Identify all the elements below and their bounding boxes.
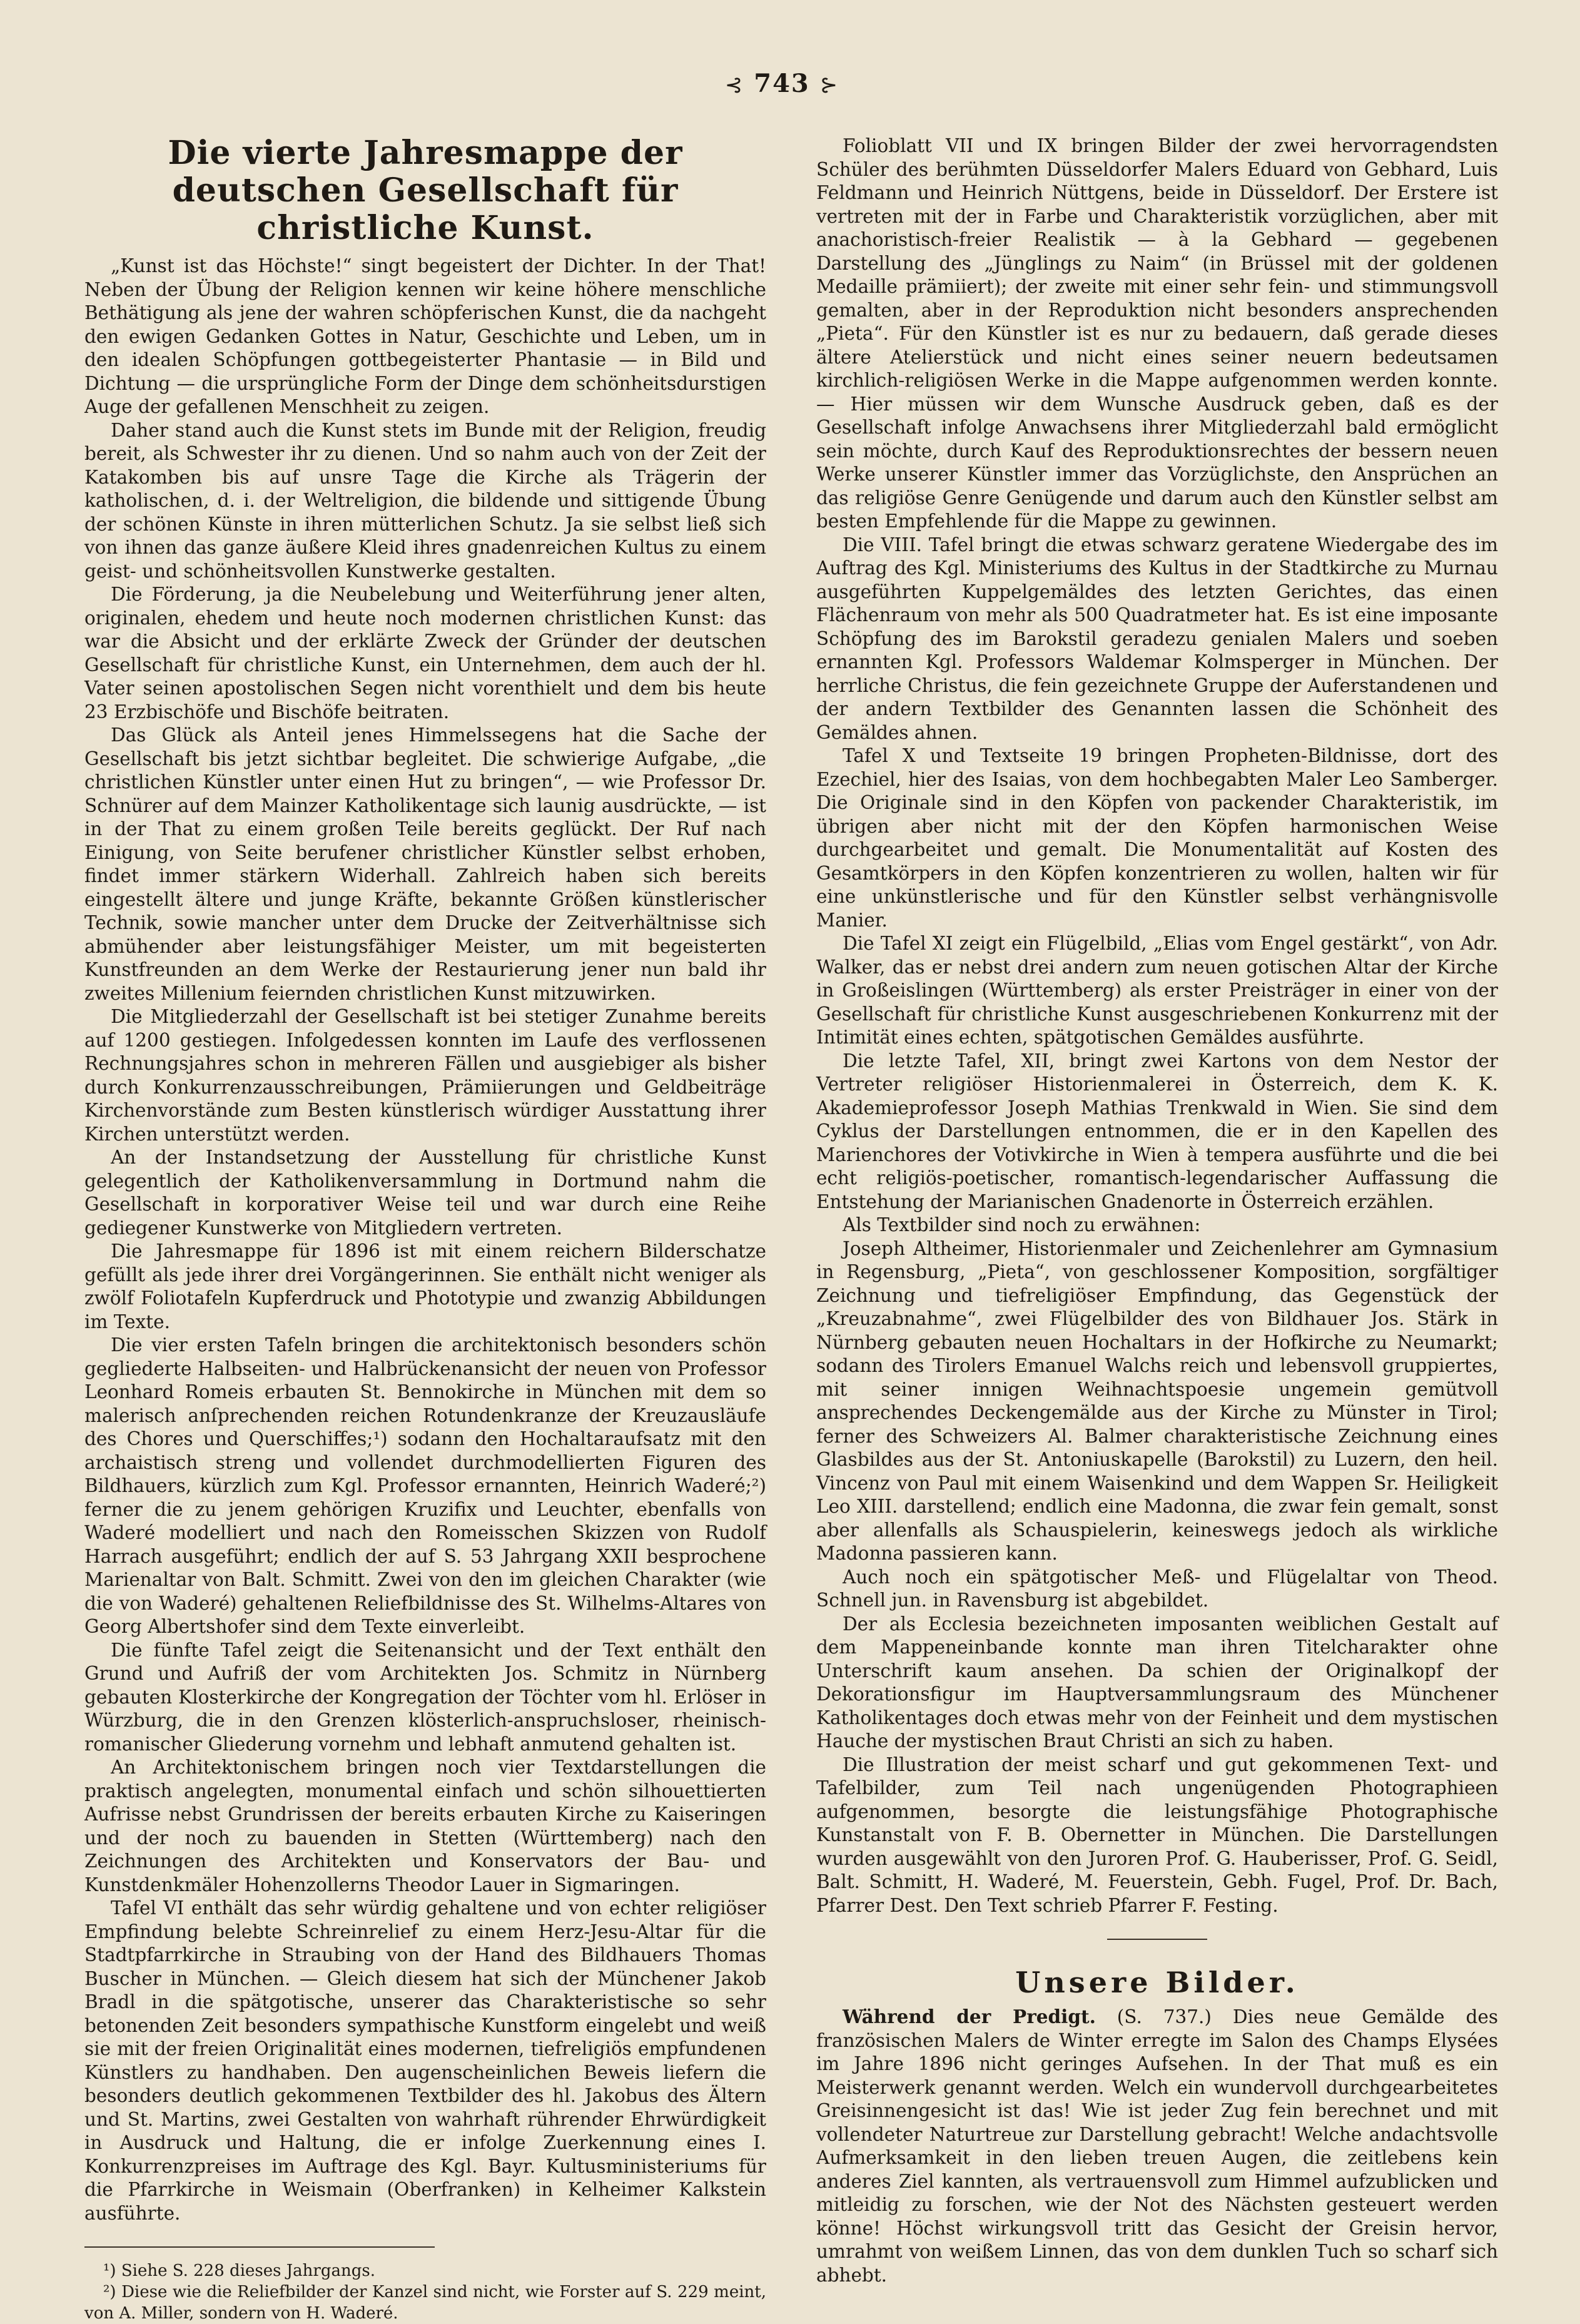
article-paragraph: Der als Ecclesia bezeichneten imposanten weiblichen Gestalt auf dem Mappeneinbande konnte man ihren Titelcharakter ohne Unterschrift kaum ansehen. Da schien der Originalkopf der Dekorationsfigur im Hauptversammlungsraum des Münchener Katholikentages doch etwas mehr von der Feinheit und dem mystischen Hauche der mystischen Braut Christi an sich zu haben.	[816, 1613, 1498, 1752]
article-paragraph: Tafel VI enthält das sehr würdig gehaltene und von echter religiöser Empfindung belebte Schreinrelief zu einem Herz-Jesu-Altar für die Stadtpfarrkirche in Straubing von der Hand des Bildhauers Thomas Buscher in München. — Gleich diesem hat sich der Münchener Jakob Bradl in die spätgotische, unserer das Charakteristische so sehr betonenden Zeit besonders sympathische Kunstform eingelebt und weiß sie mit der freien Originalität eines modernen, tiefreligiös empfundenen Künstlers zu handhaben. Den augenscheinlichen Beweis liefern die besonders deutlich gekommenen Textbilder des hl. Jakobus des Ältern und St. Martins, zwei Gestalten von wahrhaft rührender Ehrwürdigkeit in Ausdruck und Haltung, die er infolge Zuerkennung eines I. Konkurrenzpreises im Auftrage des Kgl. Bayr. Kultusministeriums für die Pfarrkirche in Weismain (Oberfranken) in Kelheimer Kalkstein ausführte.	[84, 1897, 766, 2224]
right-column-body	[816, 134, 1498, 1917]
page-number: 743	[754, 69, 810, 98]
article-paragraph: Folioblatt VII und IX bringen Bilder der zwei hervorragendsten Schüler des berühmten Düsseldorfer Malers Eduard von Gebhard, Luis Feldmann und Heinrich Nüttgens, beide in Düsseldorf. Der Erstere ist vertreten mit der in Farbe und Charakteristik vorzüglichen, aber mit anachoristisch-freier Realistik — à la Gebhard — gegebenen Darstellung des „Jünglings zu Naim“ (in Brüssel mit der goldenen Medaille prämiiert); der zweite mit einer sehr fein- und stimmungsvoll gemalten, aber in der Reproduktion nicht besonders ansprechenden „Pieta“. Für den Künstler ist es nur zu bedauern, daß gerade dieses ältere Atelierstück und nicht eines seiner neuern bedeutsamen kirchlich-religiösen Werke in die Mappe aufgenommen werden konnte. — Hier müssen wir dem Wunsche Ausdruck geben, daß es der Gesellschaft infolge Anwachsens ihrer Mitgliederzahl bald ermöglicht sein möchte, durch Kauf des Reproduktionsrechtes der bessern neuen Werke unserer Künstler immer das Vorzüglichste, den Ansprüchen an das religiöse Genre Genügende und darum auch den Künstler selbst am besten Empfehlende für die Mappe zu gewinnen.	[816, 135, 1498, 532]
section-title: Unsere Bilder.	[1015, 1966, 1299, 1999]
article-paragraph: Die Förderung, ja die Neubelebung und Weiterführung jener alten, originalen, ehedem und heute noch modernen christlichen Kunst: das war die Absicht und der erklärte Zweck der Gründer der deutschen Gesellschaft für christliche Kunst, ein Unternehmen, dem auch der hl. Vater seinen apostolischen Segen nicht vorenthielt und dem bis heute 23 Erzbischöfe und Bischöfe beitraten.	[84, 584, 766, 723]
article-paragraph: An der Instandsetzung der Ausstellung für christliche Kunst gelegentlich der Katholikenversammlung in Dortmund nahm die Gesellschaft in korporativer Weise teil und war durch eine Reihe gediegener Kunstwerke von Mitgliedern vertreten.	[84, 1147, 766, 1239]
article-paragraph: Die letzte Tafel, XII, bringt zwei Kartons von dem Nestor der Vertreter religiöser Historienmalerei in Österreich, dem K. K. Akademieprofessor Joseph Mathias Trenkwald in Wien. Sie sind dem Cyklus der Darstellungen entnommen, die er in den Kapellen des Marienchores der Votivkirche in Wien à tempera ausführte und die bei echt religiös-poetischer, romantisch-legendarischer Auffassung die Entstehung der Marianischen Gnadenorte in Österreich erzählen.	[816, 1050, 1498, 1212]
left-column-body	[84, 255, 766, 2225]
article-paragraph: „Kunst ist das Höchste!“ singt begeistert der Dichter. In der That! Neben der Übung der Religion kennen wir keine höhere menschliche Bethätigung als jene der wahren schöpferischen Kunst, die da nachgeht den ewigen Gedanken Gottes in Natur, Geschichte und Leben, um in den idealen Schöpfungen gottbegeisterter Phantasie — in Bild und Dichtung — die ursprüngliche Form der Dinge dem schönheitsdurstigen Auge der gefallenen Menschheit zu zeigen.	[84, 255, 766, 417]
article-paragraph: Auch noch ein spätgotischer Meß- und Flügelaltar von Theod. Schnell jun. in Ravensburg ist abgebildet.	[816, 1566, 1498, 1611]
article-paragraph: Das Glück als Anteil jenes Himmelssegens hat die Sache der Gesellschaft bis jetzt sichtbar begleitet. Die schwierige Aufgabe, „die christlichen Künstler unter einen Hut zu bringen“, — wie Professor Dr. Schnürer auf dem Mainzer Katholikentage sich launig ausdrückte, — ist in der That zu einem großen Teile bereits geglückt. Der Ruf nach Einigung, von Seite berufener christlicher Künstler selbst erhoben, findet immer stärkern Widerhall. Zahlreich haben sich bereits eingestellt ältere und junge Kräfte, bekannte Größen künstlerischer Technik, sowie mancher unter dem Drucke der Zeitverhältnisse sich abmühender aber leistungsfähiger Meister, um mit begeisterten Kunstfreunden an dem Werke der Restaurierung jener nun bald ihr zweites Millenium feiernden christlichen Kunst mitzuwirken.	[84, 724, 766, 1004]
section-paragraph	[816, 2005, 1498, 2287]
article-paragraph: Als Textbilder sind noch zu erwähnen:	[843, 1214, 1201, 1236]
article-paragraph: Die Mitgliederzahl der Gesellschaft ist bei stetiger Zunahme bereits auf 1200 gestiegen. Infolgedessen konnten im Laufe des verflossenen Rechnungsjahres schon in mehreren Fällen und ausgiebiger als bisher durch Konkurrenzausschreibungen, Prämiierungen und Geldbeiträge Kirchenvorstände zum Besten künstlerisch würdiger Ausstattung ihrer Kirchen unterstützt werden.	[84, 1006, 766, 1145]
article-paragraph: Die fünfte Tafel zeigt die Seitenansicht und der Text enthält den Grund und Aufriß der vom Architekten Jos. Schmitz in Nürnberg gebauten Klosterkirche der Kongregation der Töchter vom hl. Erlöser in Würzburg, die in den Grenzen klösterlich-anspruchsloser, rheinisch-romanischer Gliederung vornehm und lebhaft anmutend gehalten ist.	[84, 1639, 766, 1755]
section-lead: Während der Predigt.	[843, 2006, 1096, 2027]
article-paragraph: Die Illustration der meist scharf und gut gekommenen Text- und Tafelbilder, zum Teil nach ungenügenden Photographieen aufgenommen, besorgte die leistungsfähige Photographische Kunstanstalt von F. B. Obernetter in München. Die Darstellungen wurden ausgewählt von den Juroren Prof. G. Hauberisser, Prof. G. Seidl, Balt. Schmitt, H. Waderé, M. Feuerstein, Gebh. Fugel, Prof. Dr. Bach, Pfarrer Dest. Den Text schrieb Pfarrer F. Festing.	[816, 1753, 1498, 1916]
section-lead-ref: (S. 737.)	[1117, 2006, 1212, 2027]
article-paragraph: Die Tafel XI zeigt ein Flügelbild, „Elias vom Engel gestärkt“, von Adr. Walker, das er nebst drei andern zum neuen gotischen Altar der Kirche in Großeislingen (Württemberg) als erster Preisträger in einer von der Gesellschaft für christliche Kunst ausgeschriebenen Konkurrenz mit der Intimität eines echten, spätgotischen Gemäldes ausführte.	[816, 933, 1498, 1048]
right-column	[816, 134, 1498, 2287]
ornament-left-icon: ⊰	[724, 73, 744, 98]
article-paragraph: Die VIII. Tafel bringt die etwas schwarz geratene Wiedergabe des im Auftrag des Kgl. Ministeriums des Kultus in der Stadtkirche zu Murnau ausgeführten Kuppelgemäldes des letzten Gerichtes, das einen Flächenraum von mehr als 500 Quadratmeter hat. Es ist eine imposante Schöpfung des im Barokstil geradezu genialen Malers und soeben ernannten Kgl. Professors Waldemar Kolmsperger in München. Der herrliche Christus, die fein gezeichnete Gruppe der Auferstandenen und der andern Textbilder des Genannten lassen die Schönheit des Gemäldes ahnen.	[816, 534, 1498, 743]
article-paragraph: Die Jahresmappe für 1896 ist mit einem reichern Bilderschatze gefüllt als jede ihrer drei Vorgängerinnen. Sie enthält nicht weniger als zwölf Foliotafeln Kupferdruck und Phototypie und zwanzig Abbildungen im Texte.	[84, 1241, 766, 1332]
footnote: ²) Diese wie die Reliefbilder der Kanzel sind nicht, wie Forster auf S. 229 meint, von A. Miller, sondern von H. Waderé.	[84, 2283, 766, 2323]
article-paragraph: Joseph Altheimer, Historienmaler und Zeichenlehrer am Gymnasium in Regensburg, „Pieta“, von geschlossener Komposition, sorgfältiger Zeichnung und tiefreligiöser Empfindung, das Gegenstück der „Kreuzabnahme“, zwei Flügelbilder des von Bildhauer Jos. Stärk in Nürnberg gebauten neuen Hochaltars in der Hofkirche zu Neumarkt; sodann des Tirolers Emanuel Walchs reich und lebensvoll gruppiertes, mit seiner innigen Weihnachtspoesie ungemein gemütvoll ansprechendes Deckengemälde aus der Kirche zu Münster in Tirol; ferner des Schweizers Al. Balmer charakteristische Zeichnung eines Glasbildes aus der St. Antoniuskapelle (Barokstil) zu Luzern, den heil. Vincenz von Paul mit einem Waisenkind und dem Wappen Sr. Heiligkeit Leo XIII. darstellend; endlich eine Madonna, die zwar fein gemalt, sonst aber allenfalls als Schauspielerin, keineswegs jedoch als wirkliche Madonna passieren kann.	[816, 1237, 1498, 1564]
footnotes	[84, 2260, 766, 2324]
article-paragraph: Die vier ersten Tafeln bringen die architektonisch besonders schön gegliederte Halbseiten- und Halbrückenansicht der neuen von Professor Leonhard Romeis erbauten St. Bennokirche in München mit dem so malerisch anſprechenden reichen Rotundenkranze der Kreuzausläufe des Chores und Querschiffes;¹) sodann den Hochaltaraufsatz mit den archaistisch streng und vollendet durchmodellierten Figuren des Bildhauers, kürzlich zum Kgl. Professor ernannten, Heinrich Waderé;²) ferner die zu jenem gehörigen Kruzifix und Leuchter, ebenfalls von Waderé modelliert und nach den Romeisschen Skizzen von Rudolf Harrach ausgeführt; endlich der auf S. 53 Jahrgang XXII besprochene Marienaltar von Balt. Schmitt. Zwei von den im gleichen Charakter (wie die von Waderé) gehaltenen Reliefbildnisse des St. Wilhelms-Altares von Georg Albertshofer sind dem Texte einverleibt.	[84, 1334, 766, 1637]
section-divider	[1107, 1939, 1207, 1940]
ornament-right-icon: ⊱	[819, 73, 839, 98]
article-title: Die vierte Jahresmappe der deutschen Gesellschaft für christliche Kunst.	[168, 134, 683, 247]
footnote-divider	[84, 2246, 435, 2248]
section-text: Dies neue Gemälde des französischen Malers de Winter erregte im Salon des Champs Elysées im Jahre 1896 nicht geringes Aufsehen. In der That muß es ein Meisterwerk genannt werden. Welch ein wundervoll durchgearbeitetes Greisinnengesicht ist das! Wie ist jeder Zug fein berechnet und mit vollendeter Naturtreue zur Darstellung gebracht! Welche andachtsvolle Aufmerksamkeit in den lieben treuen Augen, die zeitlebens kein anderes Ziel kannten, als vertrauensvoll zum Himmel aufzublicken und mitleidig zu forschen, wie der Not des Nächsten gesteuert werden könne! Höchst wirkungsvoll tritt das Gesicht der Greisin hervor, umrahmt von weißem Linnen, das von dem dunklen Tuch so scharf sich abhebt.	[816, 2006, 1498, 2286]
footnote: ¹) Siehe S. 228 dieses Jahrgangs.	[103, 2261, 375, 2280]
left-column	[84, 134, 766, 2324]
page-number-header	[688, 69, 876, 98]
article-paragraph: Daher stand auch die Kunst stets im Bunde mit der Religion, freudig bereit, als Schwester ihr zu dienen. Und so nahm auch von der Zeit der Katakomben bis auf unsre Tage die Kirche als Trägerin der katholischen, d. i. der Weltreligion, die bildende und sittigende Übung der schönen Künste in ihren mütterlichen Schutz. Ja sie selbst ließ sich von ihnen das ganze äußere Kleid ihres gnadenreichen Kultus zu einem geist- und schönheitsvollen Kunstwerke gestalten.	[84, 419, 766, 582]
article-paragraph: Tafel X und Textseite 19 bringen Propheten-Bildnisse, dort des Ezechiel, hier des Isaias, von dem hochbegabten Maler Leo Samberger. Die Originale sind in den Köpfen von packender Charakteristik, im übrigen aber nicht mit der den Köpfen harmonischen Weise durchgearbeitet und gemalt. Die Monumentalität auf Kosten des Gesamtkörpers in den Köpfen konzentrieren zu wollen, halten wir für eine unkünstlerische und für den Künstler selbst verhängnisvolle Manier.	[816, 745, 1498, 931]
article-paragraph: An Architektonischem bringen noch vier Textdarstellungen die praktisch angelegten, monumental einfach und schön silhouettierten Aufrisse nebst Grundrissen der bereits erbauten Kirche zu Kaiseringen und der noch zu bauenden in Stetten (Württemberg) nach den Zeichnungen des Architekten und Konservators der Bau- und Kunstdenkmäler Hohenzollerns Theodor Lauer in Sigmaringen.	[84, 1757, 766, 1895]
